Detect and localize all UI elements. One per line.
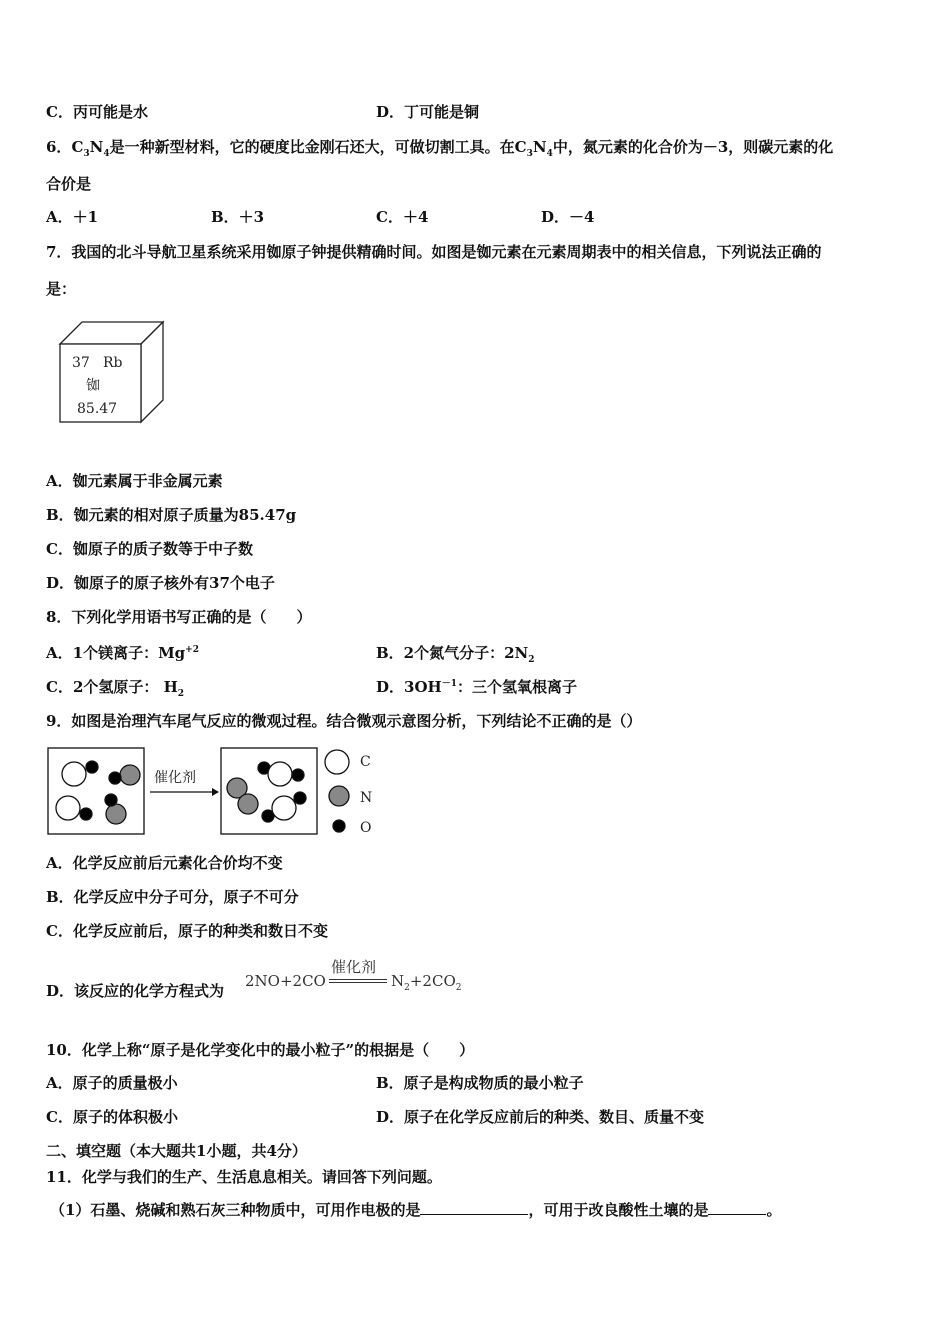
q9-option-a: A．化学反应前后元素化合价均不变 bbox=[46, 854, 283, 872]
legend-label-c: C bbox=[360, 754, 371, 770]
q9-chemical-equation: 2NO+2CO 催化剂 $N_2+2CO_2$ bbox=[245, 958, 462, 993]
q8-stem: 8．下列化学用语书写正确的是（ ） bbox=[46, 608, 312, 626]
legend-carbon-atom bbox=[325, 750, 349, 774]
q8-option-a: A．1个镁离子：$Mg^{+2}$ bbox=[46, 644, 199, 662]
q9-stem: 9．如图是治理汽车尾气反应的微观过程。结合微观示意图分析，下列结论不正确的是（） bbox=[46, 712, 642, 730]
q8-option-b: B．2个氮气分子：$2N_2$ bbox=[376, 644, 535, 665]
legend-label-o: O bbox=[360, 820, 372, 836]
q10-option-a: A．原子的质量极小 bbox=[46, 1074, 178, 1092]
q8-option-c: C．2个氢原子： $H_2$ bbox=[46, 678, 185, 699]
q6-option-a: A．＋1 bbox=[46, 208, 99, 226]
element-atomic-number: 37 bbox=[72, 355, 90, 371]
q6-stem-line2: 合价是 bbox=[46, 175, 92, 193]
section-heading: 二、填空题（本大题共1小题，共4分） bbox=[46, 1142, 307, 1160]
q11-part1: （1）石墨、烧碱和熟石灰三种物质中，可用作电极的是 ，可用于改良酸性土壤的是 。 bbox=[50, 1201, 782, 1219]
q9-option-d: D．该反应的化学方程式为 bbox=[46, 982, 225, 1000]
legend-oxygen-atom bbox=[333, 820, 345, 832]
q7-option-a: A．铷元素属于非金属元素 bbox=[46, 472, 223, 490]
q10-option-d: D．原子在化学反应前后的种类、数目、质量不变 bbox=[376, 1108, 705, 1126]
q7-option-b: B．铷元素的相对原子质量为85.47g bbox=[46, 506, 297, 524]
q9-option-c: C．化学反应前后，原子的种类和数日不变 bbox=[46, 922, 328, 940]
q6-option-b: B．＋3 bbox=[211, 208, 265, 226]
q6-stem-line1: 6．$C_3N_4$是一种新型材料，它的硬度比金刚石还大，可做切割工具。在$C_3N_4$中，氮元素的化合价为－3，则碳元素的化 bbox=[46, 138, 834, 159]
before-reaction-box bbox=[48, 748, 144, 834]
q6-option-d: D．－4 bbox=[541, 208, 595, 226]
q7-option-d: D．铷原子的原子核外有37个电子 bbox=[46, 574, 275, 592]
q11-blank-electrode[interactable] bbox=[420, 1200, 528, 1215]
rubidium-element-card bbox=[56, 318, 168, 426]
reaction-microscopic-diagram bbox=[46, 744, 386, 840]
catalyst-label: 催化剂 bbox=[154, 770, 196, 786]
q7-stem-line1: 7．我国的北斗导航卫星系统采用铷原子钟提供精确时间。如图是铷元素在元素周期表中的相关信息，下列说法正确的 bbox=[46, 243, 822, 261]
q5-option-d: D．丁可能是铜 bbox=[376, 103, 480, 121]
element-atomic-mass: 85.47 bbox=[77, 401, 118, 417]
element-name: 铷 bbox=[86, 378, 100, 394]
q9-option-b: B．化学反应中分子可分，原子不可分 bbox=[46, 888, 299, 906]
q7-option-c: C．铷原子的质子数等于中子数 bbox=[46, 540, 253, 558]
element-symbol: Rb bbox=[103, 355, 123, 371]
q11-stem: 11．化学与我们的生产、生活息息相关。请回答下列问题。 bbox=[46, 1168, 442, 1186]
q6-option-c: C．＋4 bbox=[376, 208, 429, 226]
q10-option-c: C．原子的体积极小 bbox=[46, 1108, 178, 1126]
q7-stem-line2: 是： bbox=[46, 280, 77, 298]
q10-stem: 10．化学上称“原子是化学变化中的最小粒子”的根据是（ ） bbox=[46, 1041, 475, 1059]
legend-nitrogen-atom bbox=[329, 786, 349, 806]
q5-option-c: C．丙可能是水 bbox=[46, 103, 148, 121]
q10-option-b: B．原子是构成物质的最小粒子 bbox=[376, 1074, 584, 1092]
legend-label-n: N bbox=[360, 790, 373, 806]
q11-blank-soil[interactable] bbox=[708, 1200, 766, 1215]
q8-option-d: D．$3OH^{-1}$：三个氢氧根离子 bbox=[376, 678, 577, 696]
